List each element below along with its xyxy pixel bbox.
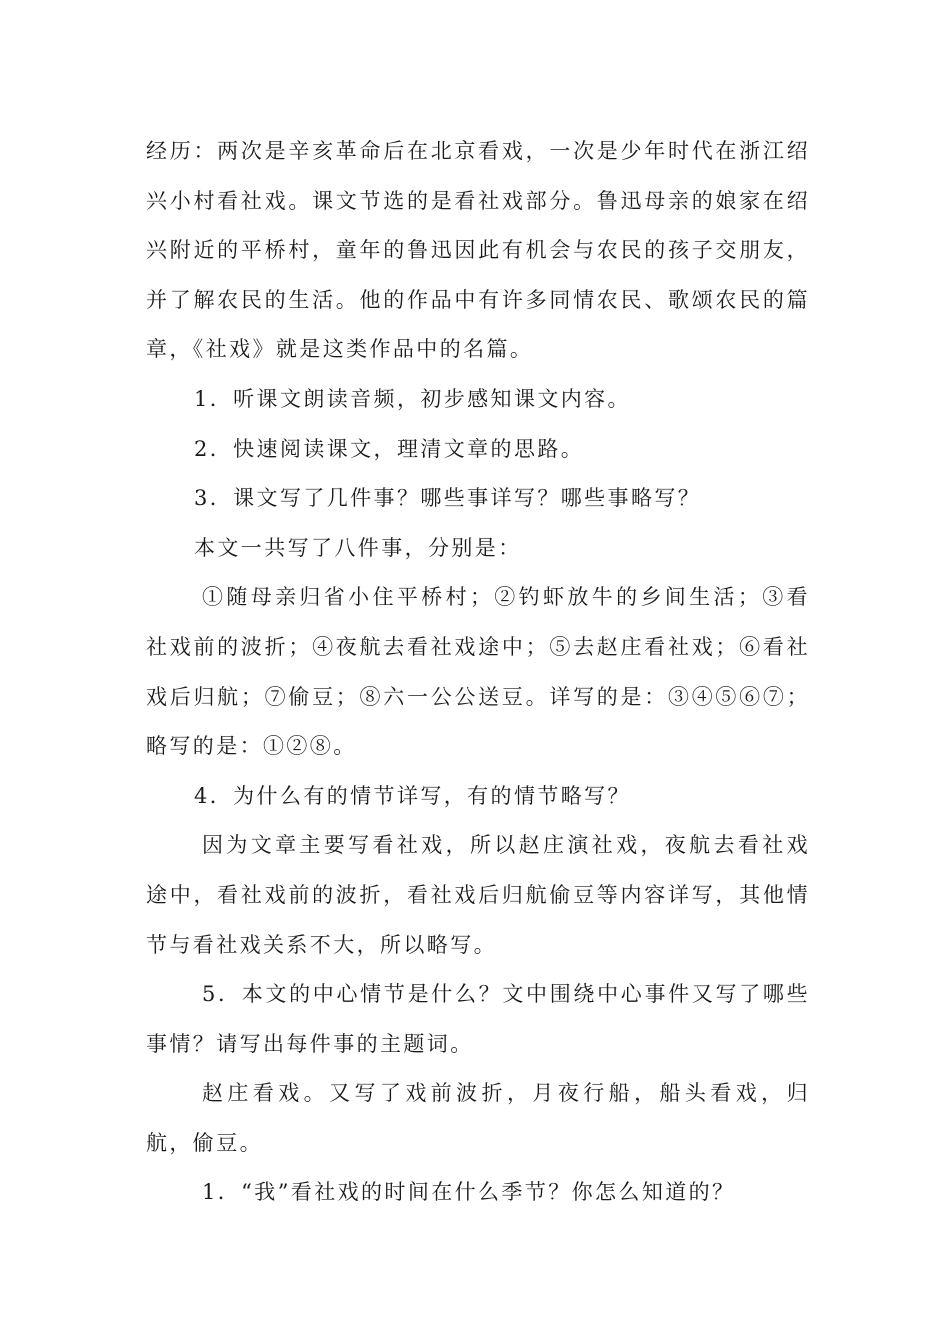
document-body: [146, 127, 810, 1218]
paragraph-task-1: 1．听课文朗读音频，初步感知课文内容。: [194, 386, 631, 411]
paragraph-question-3: 3．课文写了几件事？哪些事详写？哪些事略写？: [194, 486, 702, 511]
paragraph-question-next-1: 1．“我”看社戏的时间在什么季节？你怎么知道的？: [202, 1180, 736, 1205]
paragraph-answer-3-list: ①随母亲归省小住平桥村；②钓虾放牛的乡间生活；③看社戏前的波折；④夜航去看社戏途中；⑤去赵庄看社戏；⑥看社戏后归航；⑦偷豆；⑧六一公公送豆。详写的是：③④⑤⑥⑦；略写的是：①②⑧。: [146, 585, 810, 759]
paragraph-question-4: 4．为什么有的情节详写，有的情节略写？: [194, 783, 631, 808]
paragraph-intro: 经历：两次是辛亥革命后在北京看戏，一次是少年时代在浙江绍兴小村看社戏。课文节选的是看社戏部分。鲁迅母亲的娘家在绍兴附近的平桥村，童年的鲁迅因此有机会与农民的孩子交朋友，并了解农民的生活。他的作品中有许多同情农民、歌颂农民的篇章，《社戏》就是这类作品中的名篇。: [146, 139, 810, 362]
paragraph-question-5: 5．本文的中心情节是什么？文中围绕中心事件又写了哪些事情？请写出每件事的主题词。: [146, 982, 810, 1056]
paragraph-answer-4: 因为文章主要写看社戏，所以赵庄演社戏，夜航去看社戏途中，看社戏前的波折，看社戏后归航偷豆等内容详写，其他情节与看社戏关系不大，所以略写。: [146, 833, 810, 957]
paragraph-answer-3-intro: 本文一共写了八件事，分别是：: [194, 535, 522, 560]
paragraph-task-2: 2．快速阅读课文，理清文章的思路。: [194, 436, 585, 461]
paragraph-answer-5: 赵庄看戏。又写了戏前波折，月夜行船，船头看戏，归航，偷豆。: [146, 1081, 810, 1155]
